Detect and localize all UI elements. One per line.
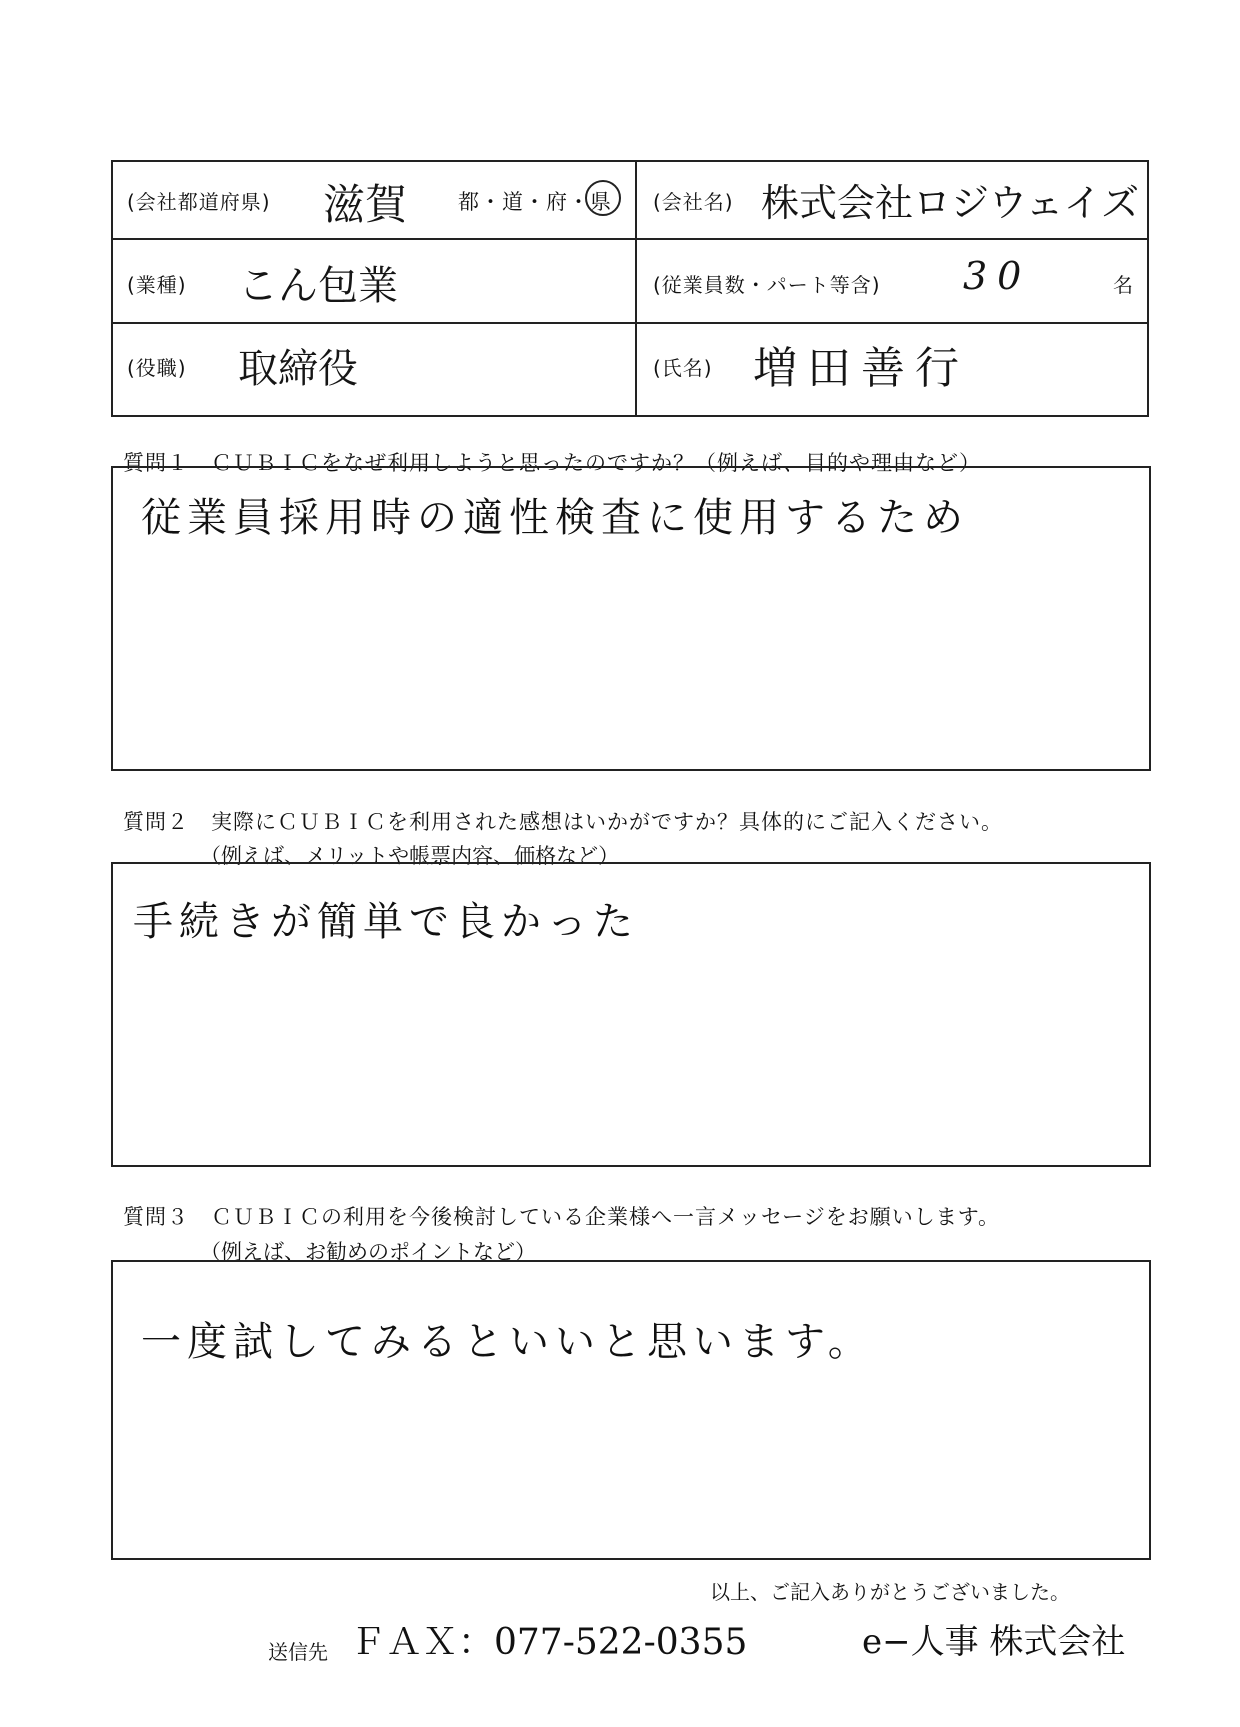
- table-divider: [113, 238, 1147, 240]
- employees-value: 30: [963, 254, 1032, 298]
- company-name: e−人事 株式会社: [862, 1622, 1126, 1662]
- question-2-answer: 手続きが簡単で良かった: [133, 899, 639, 945]
- prefecture-selected-circle: [585, 180, 621, 216]
- question-1-answer-box: [111, 466, 1151, 771]
- question-2-answer-box: [111, 862, 1151, 1167]
- prefecture-label: (会社都道府県): [127, 190, 271, 214]
- question-1-title: 質問１ ＣＵＢＩＣをなぜ利用しようと思ったのですか？（例えば、目的や理由など）: [123, 451, 981, 475]
- prefecture-value: 滋賀: [323, 180, 408, 229]
- industry-value: こん包業: [238, 263, 398, 309]
- question-2-subtitle: （例えば、メリットや帳票内容、価格など）: [200, 844, 620, 868]
- company-label: (会社名): [653, 190, 734, 214]
- question-3-title: 質問３ ＣＵＢＩＣの利用を今後検討している企業様へ一言メッセージをお願いします。: [123, 1205, 1001, 1229]
- question-1-answer: 従業員採用時の適性検査に使用するため: [141, 495, 969, 541]
- question-3-answer: 一度試してみるといいと思います。: [141, 1319, 874, 1365]
- question-2-title: 質問２ 実際にＣＵＢＩＣを利用された感想はいかがですか？具体的にご記入ください。: [123, 810, 1003, 834]
- thanks-note: 以上、ご記入ありがとうございました。: [710, 1580, 1070, 1604]
- industry-label: (業種): [127, 273, 187, 297]
- company-value: 株式会社ロジウェイズ: [761, 181, 1140, 225]
- table-divider: [635, 162, 637, 415]
- name-label: (氏名): [653, 356, 713, 380]
- employees-label: (従業員数・パート等含): [653, 273, 881, 297]
- fax-number: ＦＡＸ：077-522-0355: [350, 1622, 748, 1663]
- question-3-subtitle: （例えば、お勧めのポイントなど）: [200, 1240, 536, 1264]
- fax-destination-label: 送信先: [268, 1640, 328, 1664]
- question-3-answer-box: [111, 1260, 1151, 1560]
- prefecture-options: 都・道・府・県: [458, 190, 612, 214]
- position-value: 取締役: [238, 346, 358, 392]
- employees-unit: 名: [1113, 273, 1134, 297]
- name-value: 増田善行: [753, 343, 969, 394]
- table-divider: [113, 322, 1147, 324]
- info-table: [111, 160, 1149, 417]
- position-label: (役職): [127, 356, 187, 380]
